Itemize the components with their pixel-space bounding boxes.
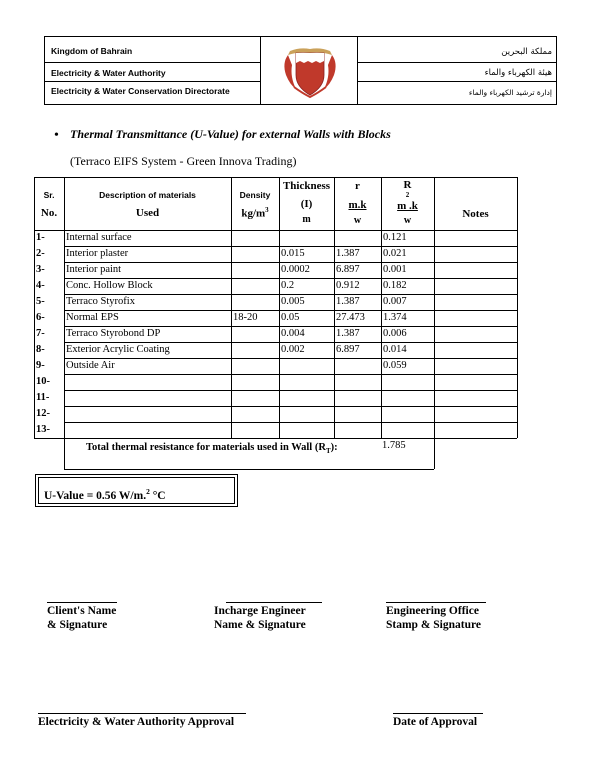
letterhead — [44, 36, 557, 105]
cell-sr: 12- — [36, 408, 50, 419]
cell-sr: 7- — [36, 328, 45, 339]
header-thickness: Thickness — [282, 180, 331, 192]
cell-sr: 9- — [36, 360, 45, 371]
header-R-sup: 2 — [405, 191, 410, 199]
cell-desc: Interior plaster — [66, 248, 129, 259]
header-thickness-symbol: (I) — [300, 198, 313, 210]
header-r-unit-denom: w — [353, 215, 362, 226]
header-sr: Sr. — [43, 190, 55, 200]
cell-desc: Conc. Hollow Block — [66, 280, 153, 291]
cell-r: 6.897 — [336, 344, 360, 355]
cell-desc: Terraco Styrofix — [66, 296, 135, 307]
cell-thickness: 0.0002 — [281, 264, 310, 275]
directorate-name-en: Electricity & Water Conservation Directorate — [51, 86, 230, 96]
header-R-large: R — [403, 179, 412, 191]
header-density-unit: $kg/m^3$ — [241, 206, 269, 220]
cell-r: 0.007 — [383, 296, 407, 307]
date-of-approval-label: Date of Approval — [393, 716, 478, 728]
u-value-box — [35, 474, 238, 507]
cell-desc: Normal EPS — [66, 312, 119, 323]
header-description: Description of materials — [99, 190, 196, 200]
cell-r: 1.387 — [336, 328, 360, 339]
cell-density: 18-20 — [233, 312, 258, 323]
cell-r: 1.387 — [336, 296, 360, 307]
cell-r: 0.182 — [383, 280, 407, 291]
kingdom-name-en: Kingdom of Bahrain — [51, 46, 133, 56]
header-R-unit: m .k — [397, 200, 418, 212]
office-signature-block: Engineering Office Stamp & Signature — [386, 605, 481, 631]
cell-r: 0.059 — [383, 360, 407, 371]
cell-sr: 3- — [36, 264, 45, 275]
client-signature-block: Client's Name & Signature — [47, 605, 117, 631]
cell-r: 0.006 — [383, 328, 407, 339]
cell-sr: 5- — [36, 296, 45, 307]
section-title: Thermal Transmittance (U-Value) for external Walls with Blocks — [70, 127, 391, 141]
cell-thickness: 0.015 — [281, 248, 305, 259]
authority-name-en: Electricity & Water Authority — [51, 68, 166, 78]
cell-r: 27.473 — [336, 312, 365, 323]
cell-r: 1.387 — [336, 248, 360, 259]
cell-desc: Exterior Acrylic Coating — [66, 344, 170, 355]
cell-r: 0.912 — [336, 280, 360, 291]
cell-desc: Interior paint — [66, 264, 122, 275]
cell-sr: 6- — [36, 312, 45, 323]
cell-desc: Terraco Styrobond DP — [66, 328, 161, 339]
cell-thickness: 0.002 — [281, 344, 305, 355]
cell-sr: 10- — [36, 376, 50, 387]
total-resistance-label: Total thermal resistance for materials used in Wall $(R_T)$: — [86, 442, 338, 456]
section-subtitle: (Terraco EIFS System - Green Innova Trading) — [70, 154, 297, 168]
cell-r: 0.014 — [383, 344, 407, 355]
kingdom-name-ar: مملكة البحرين — [501, 47, 552, 57]
u-value-result: U-Value = 0.56 W/m.$^2$ °C — [44, 487, 166, 502]
header-r-small: r — [355, 180, 360, 192]
cell-thickness: 0.2 — [281, 280, 295, 291]
total-resistance-value: 1.785 — [382, 440, 406, 451]
header-R-unit-denom: w — [403, 215, 412, 226]
cell-sr: 1- — [36, 232, 45, 243]
letterhead-english — [45, 37, 261, 104]
cell-desc: Internal surface — [66, 232, 132, 243]
header-r-unit: m.k — [348, 199, 367, 211]
header-used: Used — [135, 207, 160, 219]
cell-sr: 13- — [36, 424, 50, 435]
engineer-signature-block: Incharge Engineer Name & Signature — [214, 605, 306, 631]
header-no: No. — [40, 207, 58, 219]
cell-sr: 4- — [36, 280, 45, 291]
bahrain-emblem-icon — [280, 41, 340, 101]
cell-r: 0.021 — [383, 248, 407, 259]
cell-thickness: 0.05 — [281, 312, 300, 323]
cell-r: 0.121 — [383, 232, 407, 243]
cell-sr: 2- — [36, 248, 45, 259]
header-density: Density — [239, 190, 271, 200]
letterhead-arabic — [358, 37, 556, 104]
cell-r: 0.001 — [383, 264, 407, 275]
authority-name-ar: هيئة الكهرباء والماء — [484, 68, 552, 78]
cell-desc: Outside Air — [66, 360, 115, 371]
cell-thickness: 0.005 — [281, 296, 305, 307]
header-thickness-unit: m — [302, 214, 311, 225]
emblem-cell — [261, 37, 358, 104]
cell-sr: 11- — [36, 392, 50, 403]
u-value-table — [34, 177, 517, 469]
header-notes: Notes — [462, 208, 489, 220]
directorate-name-ar: إدارة ترشيد الكهرباء والماء — [468, 88, 552, 97]
cell-thickness: 0.004 — [281, 328, 305, 339]
authority-approval-label: Electricity & Water Authority Approval — [38, 716, 235, 728]
cell-sr: 8- — [36, 344, 45, 355]
cell-r: 1.374 — [383, 312, 407, 323]
bullet-icon: • — [54, 128, 59, 143]
cell-r: 6.897 — [336, 264, 360, 275]
